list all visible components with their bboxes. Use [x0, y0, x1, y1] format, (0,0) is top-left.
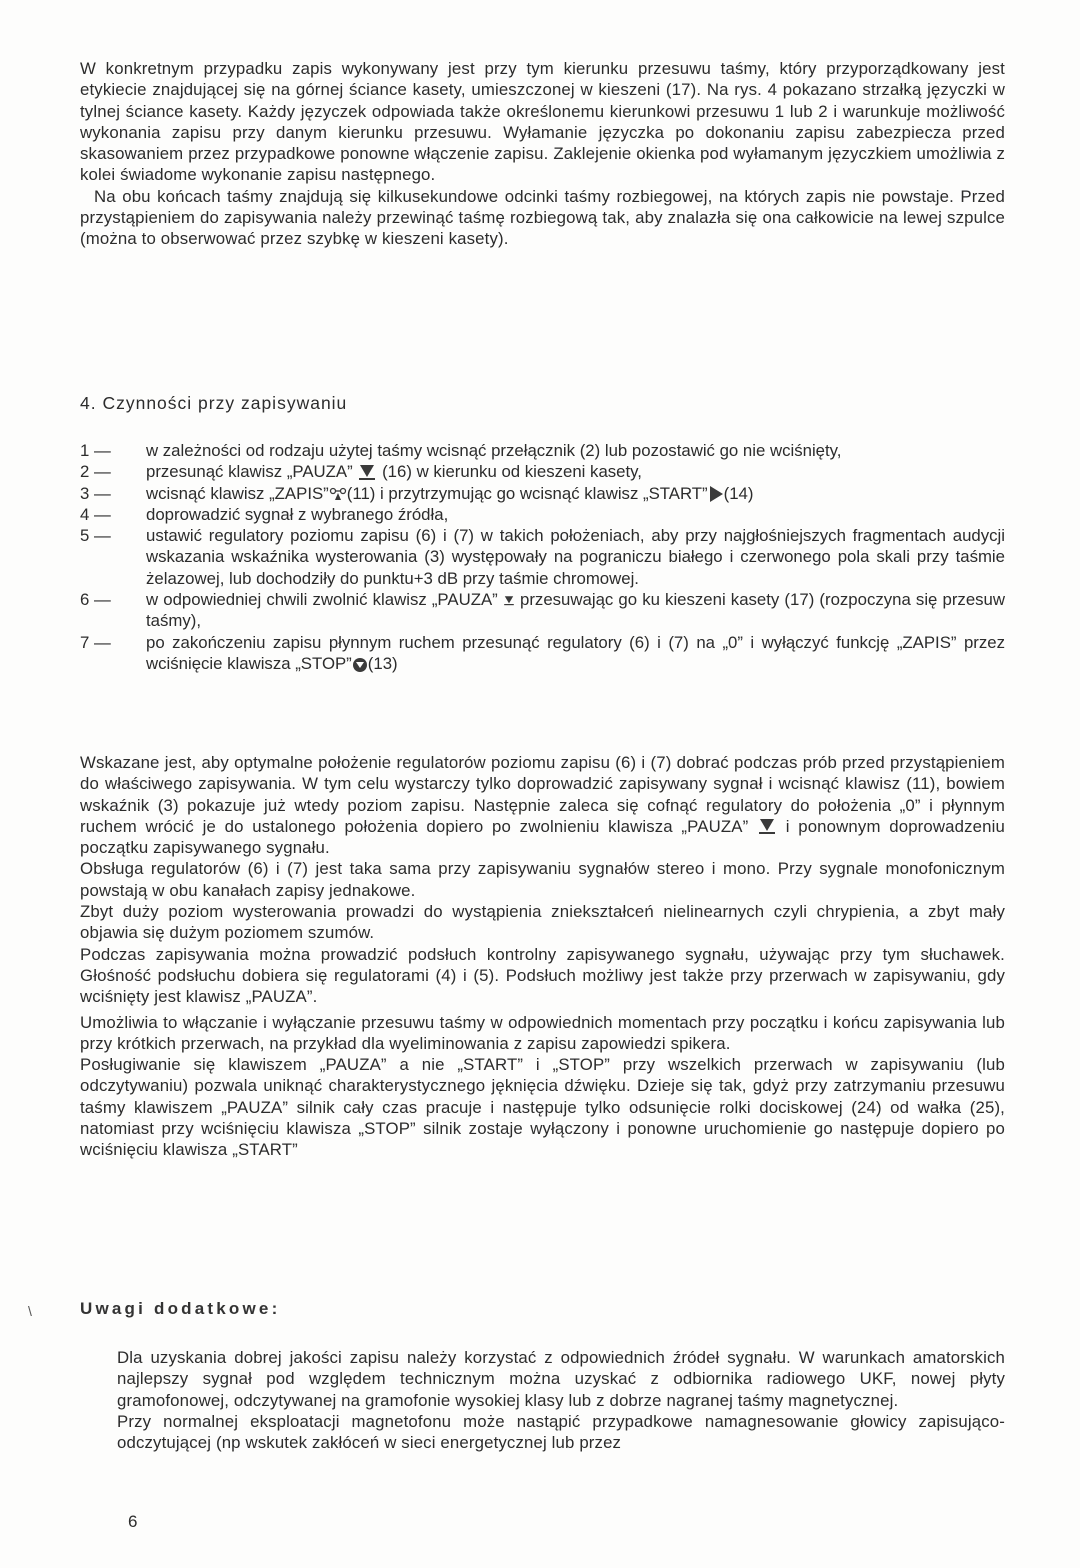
intro-section [80, 58, 1005, 250]
step-number: 3 — [80, 483, 111, 503]
step-text-part: (11) i przytrzymując go wcisnąć klawisz „START” [346, 483, 708, 503]
pause-icon [357, 464, 377, 482]
step-item [80, 632, 1005, 675]
step-text: w zależności od rodzaju użytej taśmy wcisnąć przełącznik (2) lub pozostawić go nie wciśnięty, [146, 441, 842, 460]
body-paragraph-3: Zbyt duży poziom wysterowania prowadzi do wystąpienia zniekształceń nielinearnych czyli chrypienia, a zbyt mały objawia się dużym poziomem szumów. [80, 902, 1005, 943]
step-text-part: (16) w kierunku od kieszeni kasety, [382, 462, 642, 482]
step-number: 6 — [80, 590, 111, 610]
step-text [146, 483, 1005, 504]
step-text-part: (13) [367, 653, 398, 673]
body-section [80, 752, 1005, 1161]
step-text-part: (14) [723, 483, 754, 503]
uwagi-section [117, 1347, 1005, 1453]
body-paragraph-2: Obsługa regulatorów (6) i (7) jest taka sama przy zapisywaniu sygnałów stereo i mono. Przy sygnale monofonicznym powstają w obu kanałach zapisy jednakowe. [80, 859, 1005, 900]
step-number: 7 — [80, 632, 111, 652]
step-number: 2 — [80, 462, 111, 482]
step-item [80, 440, 1005, 461]
uwagi-title: Uwagi dodatkowe: [80, 1299, 281, 1318]
step-number: 4 — [80, 504, 111, 524]
pause-icon [757, 818, 777, 836]
play-icon [708, 485, 724, 503]
stop-icon [352, 657, 368, 673]
body-paragraph-4: Podczas zapisywania można prowadzić podsłuch kontrolny zapisywanego sygnału, używając przy tym słuchawek. Głośność podsłuchu dobiera się regulatorami (4) i (5). Podsłuch możliwy jest także przy przerwach w zapisywaniu, gdy wciśnięty jest klawisz „PAUZA”. [80, 944, 1005, 1007]
record-icon [329, 487, 347, 501]
step-item [80, 461, 1005, 482]
step-item [80, 483, 1005, 504]
body-paragraph-5: Umożliwia to włączanie i wyłączanie przesuwu taśmy w odpowiednich momentach przy początku i końcu zapisywania lub przy krótkich przerwach, na przykład dla wyeliminowania z zapisu zapowiedzi spikera. [80, 1012, 1005, 1053]
steps-list [80, 440, 1005, 674]
section-title: 4. Czynności przy zapisywaniu [80, 393, 348, 413]
step-number: 5 — [80, 526, 111, 546]
body-text: Wskazane jest, aby optymalne położenie regulatorów poziomu zapisu (6) i (7) dobrać podczas prób przed przystąpieniem do właściwego zapisywania. W tym celu wystarczy tylko doprowadzić zapisywany sygnał i wcisnąć klawisz (11), bowiem wskaźnik (3) pokazuje już wtedy poziom zapisu. Następnie zaleca się cofnąć regulatory do położenia „0” i płynnym ruchem wrócić je do ustalonego położenia dopiero po zwolnieniu klawisza „PAUZA” [80, 753, 1005, 836]
margin-mark: \ [28, 1303, 32, 1319]
body-text: i ponownym doprowadzeniu początku zapisywanego sygnału. [80, 816, 1005, 858]
step-item [80, 525, 1005, 589]
step-text-part: przesuwając go ku kieszeni kasety (17) (rozpoczyna się przesuw taśmy), [146, 590, 1005, 631]
body-paragraph-6: Posługiwanie się klawiszem „PAUZA” a nie „START” i „STOP” przy wszelkich przerwach w zapisywaniu (lub odczytywaniu) pozwala uniknąć charakterystycznego jęknięcia dźwięku. Dzieje się tak, gdyż przy zatrzymaniu przesuwu taśmy klawiszem „PAUZA” silnik cały czas pracuje i następuje tylko odsunięcie rolki dociskowej (24) od wałka (25), natomiast przy wciśnięciu klawisza „STOP” silnik zostaje wyłączony i ponowne uruchomienie go następuje dopiero po wciśnięciu klawisza „START” [80, 1055, 1005, 1160]
body-paragraph-1 [80, 752, 1005, 858]
step-item [80, 504, 1005, 525]
step-text: ustawić regulatory poziomu zapisu (6) i (7) w takich położeniach, aby przy najgłośniejszych fragmentach audycji wskazania wskaźnika wysterowania (3) występowały na pograniczu białego i czerwonego pola skali przy taśmie żelazowej, lub dochodziły do punktu+3 dB przy taśmie chromowej. [146, 526, 1005, 588]
step-text: doprowadzić sygnał z wybranego źródła, [146, 504, 449, 524]
step-text [146, 461, 1005, 482]
step-text [146, 589, 1005, 632]
uwagi-paragraph-2: Przy normalnej eksploatacji magnetofonu może nastąpić przypadkowe namagnesowanie głowicy zapisująco-odczytującej (np wskutek zakłóceń w sieci energetycznej lub przez [117, 1411, 1005, 1453]
step-item [80, 589, 1005, 632]
step-text-part: przesunąć klawisz „PAUZA” [146, 462, 353, 482]
uwagi-paragraph-1: Dla uzyskania dobrej jakości zapisu należy korzystać z odpowiednich źródeł sygnału. W warunkach amatorskich najlepszy sygnał pod względem technicznym można uzyskać z odbiornika radiowego UKF, nowej płyty gramofonowej, odczytywanej na gramofonie wysokiej klasy lub z dobrze nagranej taśmy magnetycznej. [117, 1348, 1005, 1410]
step-text-part: wcisnąć klawisz „ZAPIS” [146, 483, 329, 503]
step-text [146, 632, 1005, 675]
pause-icon [503, 595, 515, 607]
step-text-part: po zakończeniu zapisu płynnym ruchem przesunąć regulatory (6) i (7) na „0” i wyłączyć funkcję „ZAPIS” przez wciśnięcie klawisza „STOP” [146, 632, 1005, 673]
page-number: 6 [128, 1512, 138, 1531]
step-number: 1 — [80, 441, 111, 460]
intro-paragraph-1: W konkretnym przypadku zapis wykonywany jest przy tym kierunku przesuwu taśmy, który przyporządkowany jest etykiecie znajdującej się na górnej ściance kasety, umieszczonej w kieszeni (17). Na rys. 4 pokazano strzałką języczki w tylnej ściance kasety. Każdy języczek odpowiada także określonemu kierunkowi przesuwu 1 lub 2 i warunkuje możliwość wykonania zapisu przy danym kierunku przesuwu. Wyłamanie języczka po dokonaniu zapisu zabezpiecza przed skasowaniem przez przypadkowe ponowne włączenie zapisu. Zaklejenie okienka pod wyłamanym języczkiem umożliwia z kolei świadome wykonanie zapisu następnego. [80, 59, 1005, 185]
intro-paragraph-2: Na obu końcach taśmy znajdują się kilkusekundowe odcinki taśmy rozbiegowej, na których zapis nie powstaje. Przed przystąpieniem do zapisywania należy przewinąć taśmę rozbiegową tak, aby znalazła się ona całkowicie na lewej szpulce (można to obserwować przez szybkę w kieszeni kasety). [80, 186, 1005, 249]
step-text-part: w odpowiedniej chwili zwolnić klawisz „PAUZA” [146, 590, 498, 610]
